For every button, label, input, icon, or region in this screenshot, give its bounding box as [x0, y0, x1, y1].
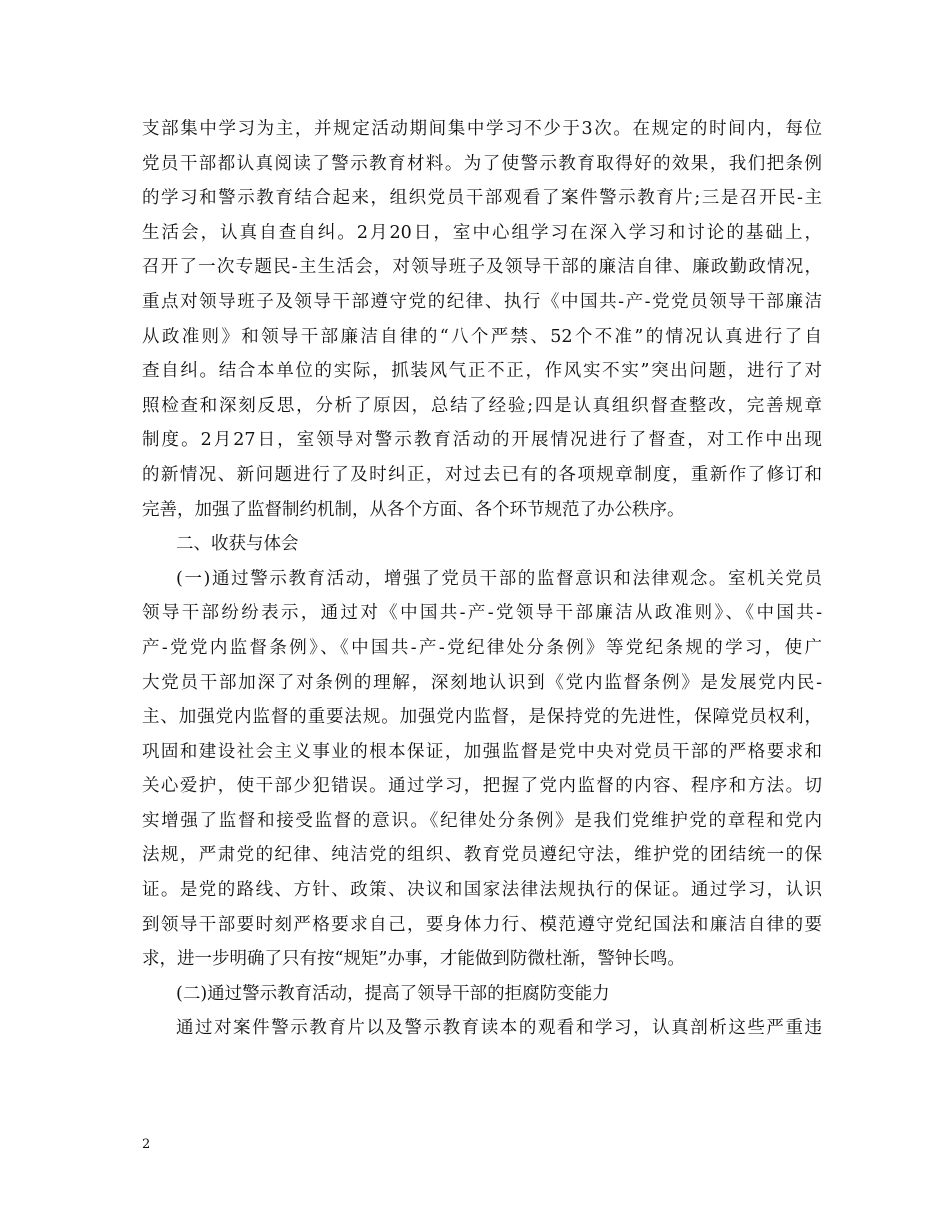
- text-line: 主、加强党内监督的重要法规。加强党内监督，是保持党的先进性，保障党员权利，: [142, 707, 822, 728]
- text-line: 法规，严肃党的纪律、纯洁党的组织、教育党员遵纪守法，维护党的团结统一的保: [142, 845, 822, 866]
- text-line: 完善，加强了监督制约机制，从各个方面、各个环节规范了办公秩序。: [142, 499, 685, 520]
- text-line: 照检查和深刻反思，分析了原因，总结了经验;四是认真组织督查整改，完善规章: [142, 395, 822, 416]
- text-line: 制度。2月27日，室领导对警示教育活动的开展情况进行了督查，对工作中出现: [142, 430, 822, 451]
- text-line: 实增强了监督和接受监督的意识。《纪律处分条例》是我们党维护党的章程和党内: [142, 810, 822, 831]
- text-line: 查自纠。结合本单位的实际，抓装风气正不正，作风实不实”突出问题，进行了对: [142, 361, 822, 382]
- text-line: 的学习和警示教育结合起来，组织党员干部观看了案件警示教育片;三是召开民-主: [142, 188, 822, 209]
- text-line: 从政准则》和领导干部廉洁自律的“八个严禁、52个不准”的情况认真进行了自: [142, 326, 822, 347]
- text-line: 求，进一步明确了只有按“规矩”办事，才能做到防微杜渐，警钟长鸣。: [142, 949, 685, 970]
- text-line: 证。是党的路线、方针、政策、决议和国家法律法规执行的保证。通过学习，认识: [142, 880, 822, 901]
- text-line: 生活会，认真自查自纠。2月20日，室中心组学习在深入学习和讨论的基础上，: [142, 222, 822, 243]
- section-heading: 二、收获与体会: [176, 534, 299, 555]
- text-line: 关心爱护，使干部少犯错误。通过学习，把握了党内监督的内容、程序和方法。切: [142, 776, 822, 797]
- body-text: [142, 112, 822, 1046]
- text-line: 领导干部纷纷表示，通过对《中国共-产-党领导干部廉洁从政准则》、《中国共-: [142, 603, 822, 624]
- text-line: 重点对领导班子及领导干部遵守党的纪律、执行《中国共-产-党党员领导干部廉洁: [142, 291, 822, 312]
- text-line: 党员干部都认真阅读了警示教育材料。为了使警示教育取得好的效果，我们把条例: [142, 153, 822, 174]
- page-number: 2: [142, 1137, 151, 1152]
- text-line: 巩固和建设社会主义事业的根本保证，加强监督是党中央对党员干部的严格要求和: [142, 741, 822, 762]
- text-line: 支部集中学习为主，并规定活动期间集中学习不少于3次。在规定的时间内，每位: [142, 119, 822, 139]
- text-line: (一)通过警示教育活动，增强了党员干部的监督意识和法律观念。室机关党员: [176, 568, 822, 589]
- text-line: 产-党党内监督条例》、《中国共-产-党纪律处分条例》等党纪条规的学习，使广: [142, 637, 822, 658]
- text-line: 的新情况、新问题进行了及时纠正，对过去已有的各项规章制度，重新作了修订和: [142, 464, 822, 485]
- text-line: 通过对案件警示教育片以及警示教育读本的观看和学习，认真剖析这些严重违: [176, 1018, 822, 1039]
- text-line: 召开了一次专题民-主生活会，对领导班子及领导干部的廉洁自律、廉政勤政情况，: [142, 257, 822, 278]
- text-line: 大党员干部加深了对条例的理解，深刻地认识到《党内监督条例》是发展党内民-: [142, 672, 822, 693]
- text-line: 到领导干部要时刻严格要求自己，要身体力行、模范遵守党纪国法和廉洁自律的要: [142, 914, 822, 935]
- subsection-heading: (二)通过警示教育活动，提高了领导干部的拒腐防变能力: [176, 983, 610, 1004]
